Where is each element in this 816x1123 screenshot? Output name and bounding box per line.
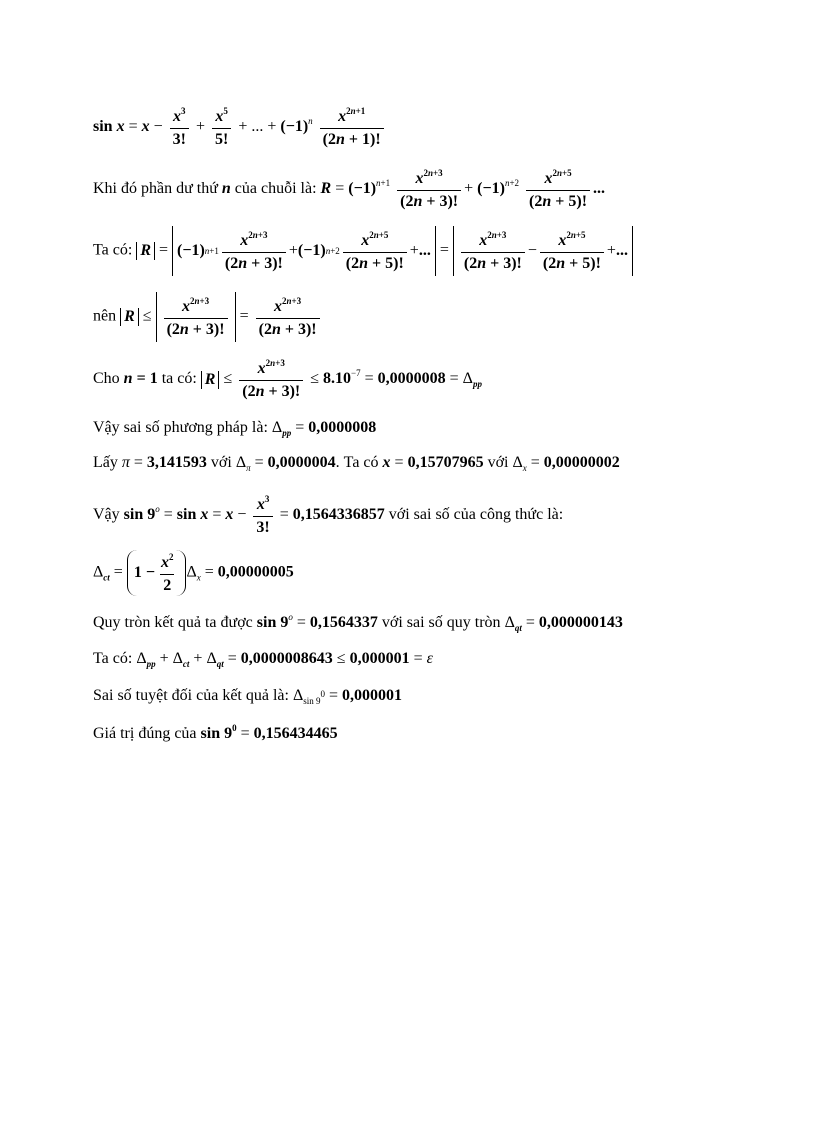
delta-pp-value: 0,0000008 bbox=[308, 419, 377, 436]
true-value: 0,156434465 bbox=[253, 725, 338, 742]
sin-round-value: 0,1564337 bbox=[309, 614, 378, 631]
voi-text-1: với bbox=[210, 454, 232, 471]
remainder-line: Khi đó phần dư thứ n của chuỗi là: $R = (-1)^{n+1}$ $\frac{x^{2n+3}}{(2n + 3)!}$ + $(-1)^{n+2}$ $\frac{x^{2n+5}}{(2n + 5)!}$ ... bbox=[93, 168, 606, 210]
n-equals-one-line: Cho n = 1 ta có: R ≤ $\frac{x^{2n+3}}{(2n + 3)!}$ ≤ $8.10^{-7} = 0,0000008 = \Delta_{pp}$ bbox=[93, 358, 482, 400]
sum-errors-line: Ta có: $\Delta_{pp} + \Delta_{ct} + \Delta_{qt} = 0,0000008643 \le 0,000001 = \varepsilon$ bbox=[93, 650, 433, 669]
ta-co-lower-text: ta có: bbox=[161, 370, 197, 388]
bound-coef: 8.10 bbox=[323, 370, 352, 388]
method-error-line: Vậy sai số phương pháp là: $\Delta_{pp} = 0,0000008$ bbox=[93, 419, 377, 438]
cho-text: Cho bbox=[93, 370, 120, 388]
vay-sai-so-pp-text: Vậy sai số phương pháp là: bbox=[93, 419, 268, 436]
epsilon-value: 0,000001 bbox=[349, 650, 410, 667]
delta-x-value: 0,00000002 bbox=[543, 454, 620, 471]
bound-exp: −7 bbox=[351, 368, 361, 379]
khi-do-text: Khi đó phần dư thứ bbox=[93, 180, 218, 198]
delta-ct-value: 0,00000005 bbox=[217, 563, 294, 581]
vay-text: Vậy bbox=[93, 506, 120, 524]
ta-co-x-text: . Ta có bbox=[335, 454, 379, 471]
abs-bound-line: nên R ≤ $x^{2n+3}$ (2n + 3)! = $\frac{x^{2n+3}}{(2n + 3)!}$ bbox=[93, 292, 323, 342]
sin9-approx-line: Vậy $\sin 9^o = \sin x = x$ − $\frac{x^3}{3!}$ = 0,1564336857 với sai số của công thức là: bbox=[93, 494, 564, 536]
abs-error-value: 0,000001 bbox=[342, 687, 403, 704]
delta-ct-line: $\Delta_{ct}$ = 1 − $\frac{x^2}{2}$ $\Delta_x = 0,00000005$ bbox=[93, 550, 294, 596]
pi-line: Lấy π = 3,141593 với $\Delta_\pi = 0,0000004$. Ta có x = 0,15707965 với $\Delta_x = 0,00000002$ bbox=[93, 454, 620, 473]
voi-sai-so-qt-text: với sai số quy tròn bbox=[381, 614, 501, 631]
voi-sai-so-ct-text: với sai số của công thức là: bbox=[388, 506, 564, 524]
sum-errors-value: 0,0000008643 bbox=[240, 650, 333, 667]
delta-qt-value: 0,000000143 bbox=[538, 614, 623, 631]
true-value-line: Giá trị đúng của $\sin 9^0 = 0,156434465$ bbox=[93, 723, 338, 742]
cua-chuoi-text: của chuỗi là: bbox=[234, 180, 317, 198]
sin-approx-value: 0,1564336857 bbox=[292, 506, 385, 524]
quy-tron-text: Quy tròn kết quả ta được bbox=[93, 614, 253, 631]
delta-pi-value: 0,0000004 bbox=[267, 454, 336, 471]
x-value: 0,15707965 bbox=[407, 454, 484, 471]
abs-remainder-line: Ta có: R = (−1) n+1 $x^{2n+3}$ (2n + 3)! + (−1) n+2 $x^{2n+5}$ (2n + 5)! + ... = $x^{2n+3}$ (2n + 3)! − $x^{2n+5}$ (2n + 5)! + ... bbox=[93, 226, 633, 276]
sai-so-tuyet-doi-text: Sai số tuyệt đối của kết quả là: bbox=[93, 687, 289, 704]
rounding-line: Quy tròn kết quả ta được $\sin 9^o = 0,1564337$ với sai số quy tròn $\Delta_{qt} = 0,000000143$ bbox=[93, 612, 623, 633]
nen-text: nên bbox=[93, 307, 117, 325]
taylor-series-formula: sin x = x − $\frac{x^3}{3!}$ + $\frac{x^5}{5!}$ + ... + $(-1)^n$ $\frac{x^{2n+1}}{(2n + 1)!}$ bbox=[93, 106, 387, 149]
voi-text-2: với bbox=[487, 454, 509, 471]
absolute-error-line: Sai số tuyệt đối của kết quả là: $\Delta_{sin 9^0} = 0,000001$ bbox=[93, 687, 403, 706]
ta-co-text: Ta có: bbox=[93, 241, 133, 259]
lay-text: Lấy bbox=[93, 454, 118, 471]
pi-value: 3,141593 bbox=[146, 454, 207, 471]
gia-tri-dung-text: Giá trị đúng của bbox=[93, 725, 197, 742]
delta-pp-value-1: 0,0000008 bbox=[377, 370, 446, 388]
ta-co-sum-text: Ta có: bbox=[93, 650, 133, 667]
